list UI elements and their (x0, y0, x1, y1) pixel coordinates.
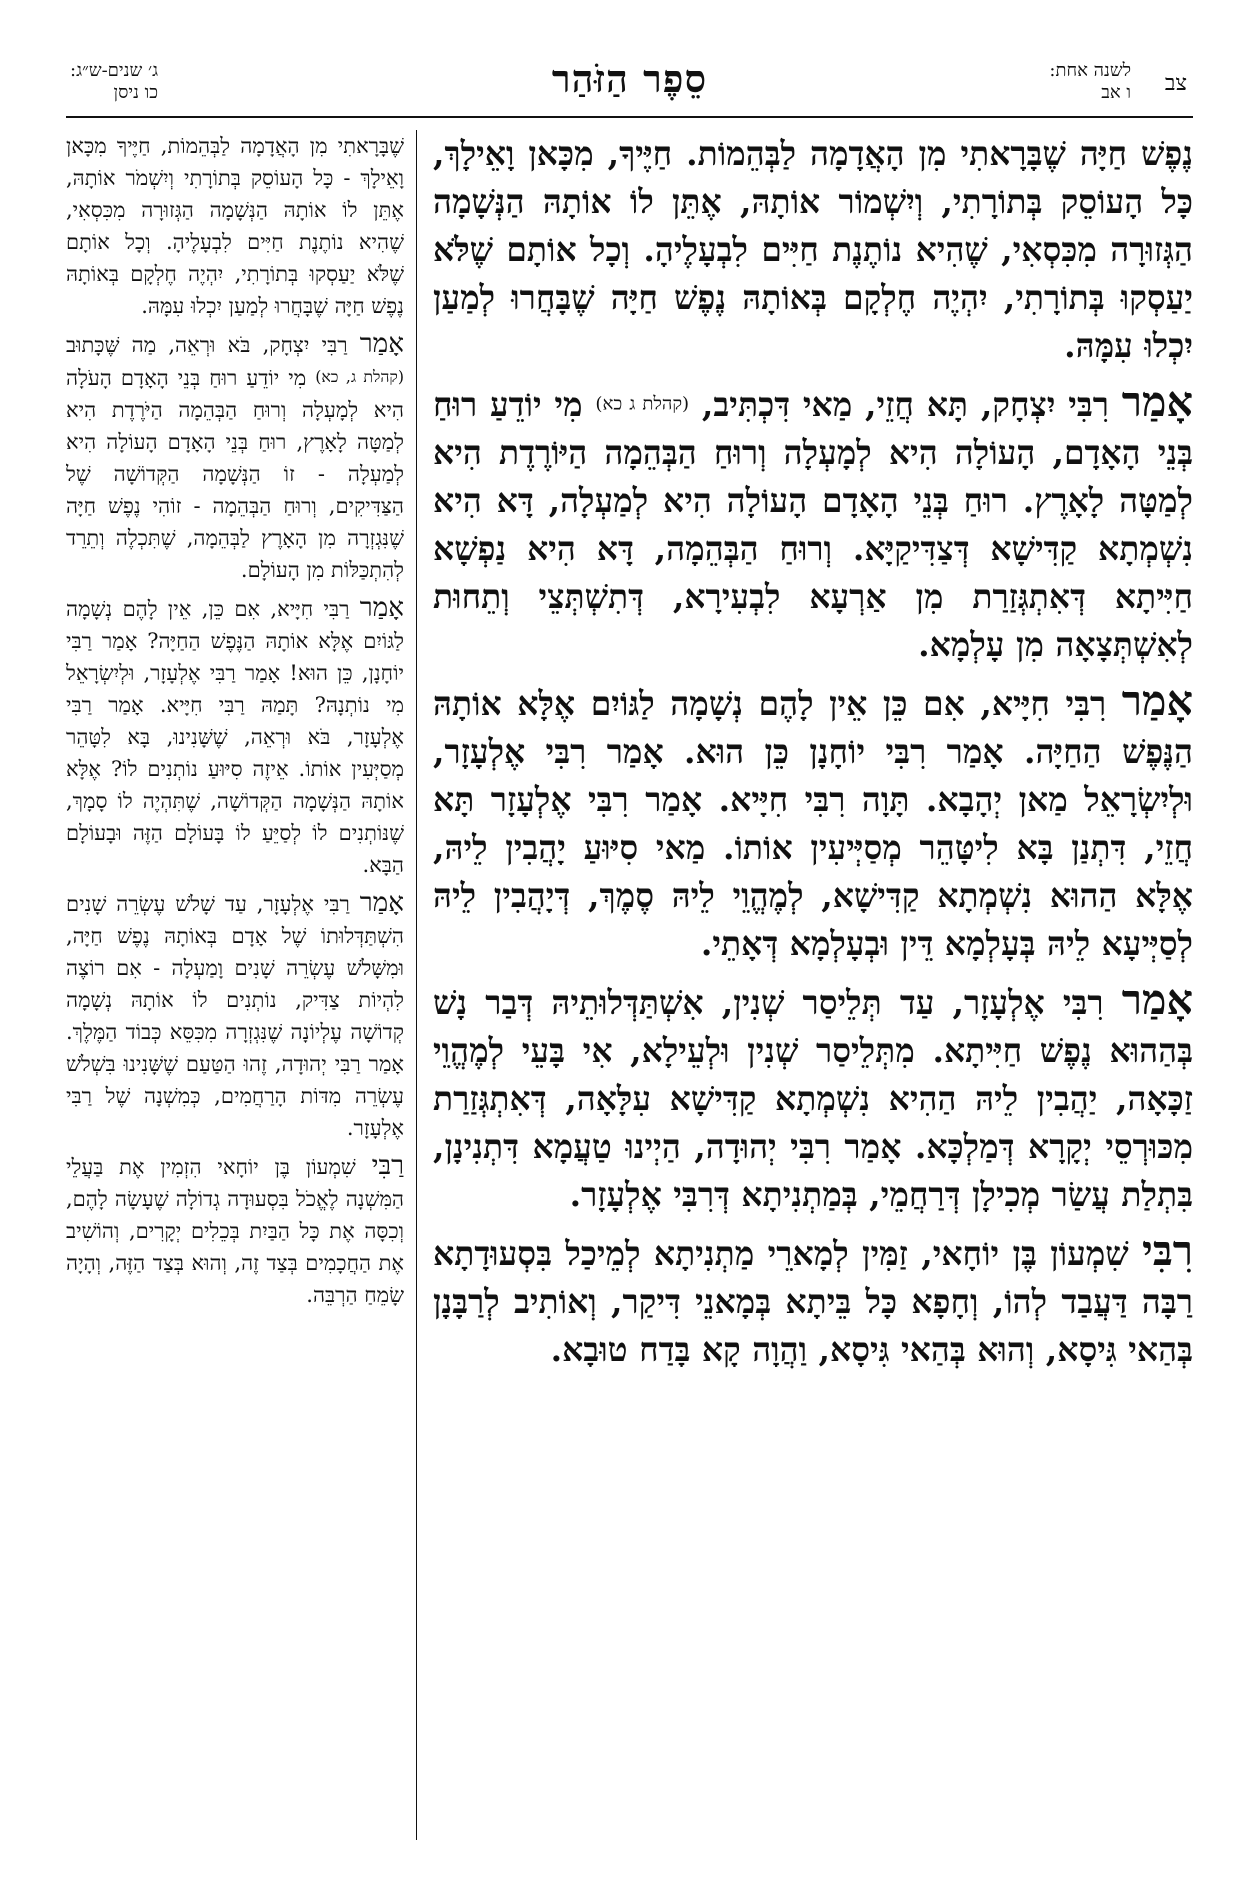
main-paragraph-2-reference: (קהלת ג כא) (595, 393, 690, 415)
main-paragraph-3 (433, 677, 1193, 968)
side-paragraph-2 (66, 328, 404, 586)
side-paragraph-2-text-b: מִי יוֹדֵעַ רוּחַ בְּנֵי הָאָדָם הָעֹלָה הִיא לְמָעְלָה וְרוּחַ הַבְּהֵמָה הַיֹּרֶדֶת הִיא לְמַטָּה לָאָרֶץ, רוּחַ בְּנֵי הָאָדָם הָעוֹלָה הִיא לְמַעְלָה - זוֹ הַנְּשָׁמָה הַקְּדוֹשָׁה שֶׁל הַצַּדִּיקִים, וְרוּחַ הַבְּהֵמָה - זוֹהִי נֶפֶשׁ חַיָּה שֶׁנִּגְזְרָה מִן הָאָרֶץ לַבְּהֵמָה, שֶׁתִּכְלֶה וְתֵרֵד לְהִתְכַּלּוֹת מִן הָעוֹלָם. (66, 366, 404, 583)
left-header-line-1: ג׳ שנים-ש״ג: (70, 60, 159, 81)
side-paragraph-5-lead: רַבִּי (371, 1151, 404, 1182)
side-paragraph-3-text: רַבִּי חִיָּיא, אִם כֵּן, אֵין לָהֶם נְשָׁמָה לַגּוֹיִם אֶלָּא אוֹתָהּ הַנֶּפֶשׁ הַחַיָּה? אָמַר רַבִּי יוֹחָנָן, כֵּן הוּא! אָמַר רַבִּי אֶלְעָזָר, וּלְיִשְׂרָאֵל מִי נוֹתְנָהּ? תָּמַהּ רַבִּי חִיָּיא. אָמַר רַבִּי אֶלְעָזָר, בֹּא וּרְאֵה, שֶׁשָּׁנִינוּ, בָּא לִטָּהֵר מְסַיְּעִין אוֹתוֹ. אֵיזֶה סִיּוּעַ נוֹתְנִים לוֹ? אֶלָּא אוֹתָהּ הַנְּשָׁמָה הַקְּדוֹשָׁה, שֶׁתִּהְיֶה לוֹ סָמָךְ, שֶׁנּוֹתְנִים לוֹ לְסַיֵּעַ לוֹ בָּעוֹלָם הַזֶּה וּבָעוֹלָם הַבָּא. (66, 597, 404, 878)
main-paragraph-4 (433, 976, 1193, 1219)
column-divider (416, 130, 417, 1840)
side-paragraph-2-text-a: רַבִּי יִצְחָק, בֹּא וּרְאֵה, מַה שֶּׁכָּתוּב (66, 333, 360, 357)
side-paragraph-4-text: רַבִּי אֶלְעָזָר, עַד שָׁלֹשׁ עֶשְׂרֵה שָׁנִים הִשְׁתַּדְּלוּתוֹ שֶׁל אָדָם בְּאוֹתָהּ נֶפֶשׁ חַיָּה, וּמִשָּׁלֹשׁ עֶשְׂרֵה שָׁנִים וָמַעְלָה - אִם רוֹצֶה לִהְיוֹת צַדִּיק, נוֹתְנִים לוֹ אוֹתָהּ נְשָׁמָה קְדוֹשָׁה עֶלְיוֹנָה שֶׁנִּגְזְרָה מִכִּסֵּא כְּבוֹד הַמֶּלֶךְ. אָמַר רַבִּי יְהוּדָה, זֶהוּ הַטַּעַם שֶׁשָּׁנִינוּ בִּשְׁלֹשׁ עֶשְׂרֵה מִדּוֹת הָרַחֲמִים, כְּמִשְׁנָה שֶׁל רַבִּי אֶלְעָזָר. (66, 892, 404, 1141)
left-header-line-2: כו ניסן (113, 82, 159, 103)
right-header-line-1: לשנה אחת: (1049, 60, 1131, 81)
main-paragraph-3-lead: אָמַר (1121, 676, 1193, 725)
main-paragraph-5 (433, 1227, 1193, 1374)
page (66, 48, 1193, 1848)
main-paragraph-2-text-a: רִבִּי יִצְחָק, תָּא חֲזֵי, מַאי דִּכְתִּיב, (689, 385, 1122, 424)
main-column-aramaic (433, 130, 1193, 1840)
side-paragraph-2-reference: (קהלת ג, כא) (315, 367, 404, 386)
main-paragraph-2 (433, 378, 1193, 669)
left-header-block (70, 60, 158, 104)
page-number: צב (1164, 71, 1187, 96)
side-column-hebrew-translation (66, 130, 404, 1840)
main-paragraph-5-text: שִׁמְעוֹן בֶּן יוֹחָאי, זַמִּין לְמָארֵי מַתְנִיתָא לְמֵיכַל בִּסְעוּדָתָא רַבָּה דַּעֲבַד לְהוֹ, וְחָפָא כָּל בֵּיתָא בְּמָאנֵי דִּיקַר, וְאוֹתִיב לְרַבָּנָן בְּהַאי גִּיסָא, וְהוּא בְּהַאי גִּיסָא, וַהֲוָה קָא בָּדַח טוּבָא. (433, 1234, 1193, 1369)
main-paragraph-2-lead: אָמַר (1121, 377, 1193, 426)
side-paragraph-3-lead: אָמַר (359, 593, 404, 624)
header-rule (66, 116, 1193, 118)
main-paragraph-3-text: רִבִּי חִיָּיא, אִם כֵּן אֵין לָהֶם נְשָׁמָה לַגּוֹיִם אֶלָּא אוֹתָהּ הַנֶּפֶשׁ הַחַיָּה. אָמַר רִבִּי יוֹחָנָן כֵּן הוּא. אָמַר רִבִּי אֶלְעָזָר, וּלְיִשְׂרָאֵל מַאן יְהָבָא. תָּוָה רִבִּי חִיָּיא. אָמַר רִבִּי אֶלְעָזָר תָּא חֲזֵי, דִּתְנַן בָּא לִיטָּהֵר מְסַיְּיעִין אוֹתוֹ. מַאי סִיּוּעַ יָהֲבִין לֵיהּ, אֶלָּא הַהוּא נִשְׁמְתָא קַדִּישָׁא, לְמֶהֱוֵי לֵיהּ סֶמֶךְ, דְּיָהֲבִין לֵיהּ לְסַיְּיעָא לֵיהּ בְּעָלְמָא דֵּין וּבְעָלְמָא דְּאָתֵי. (433, 684, 1193, 963)
page-header (66, 48, 1193, 120)
main-paragraph-1: נֶפֶשׁ חַיָּה שֶׁבָּרָאתִי מִן הָאֲדָמָה לַבְּהֵמוֹת. חַיֶּיךָ, מִכָּאן וָאֵילָךְ, כָּל הָעוֹסֵק בְּתוֹרָתִי, וְיִשְׁמוֹר אוֹתָהּ, אֶתֵּן לוֹ אוֹתָהּ הַנְּשָׁמָה הַגְּזוּרָה מִכִּסְאִי, שֶׁהִיא נוֹתֶנֶת חַיִּים לִבְעָלֶיהָ. וְכָל אוֹתָם שֶׁלֹּא יַעַסְקוּ בְּתוֹרָתִי, יִהְיֶה חֶלְקָם בְּאוֹתָהּ נֶפֶשׁ חַיָּה שֶׁבָּחֲרוּ לְמַעַן יִכְלוּ עִמָּהּ. (433, 134, 1193, 365)
side-paragraph-3 (66, 592, 404, 881)
main-paragraph-2-text-b: מִי יוֹדֵעַ רוּחַ בְּנֵי הָאָדָם, הָעוֹלָה הִיא לְמָעְלָה וְרוּחַ הַבְּהֵמָה הַיּוֹרֶדֶת הִיא לְמַטָּה לָאָרֶץ. רוּחַ בְּנֵי הָאָדָם הָעוֹלָה הִיא לְמַעְלָה, דָּא הִיא נִשְׁמְתָא קַדִּישָׁא דְּצַדִּיקַיָּא. וְרוּחַ הַבְּהֵמָה, דָּא הִיא נַפְשָׁא חַיִּיתָא דְּאִתְגְּזַרַת מִן אַרְעָא לִבְעִירָא, דְּתִשְׁתְּצֵי וְתֵחוּת לְאִשְׁתְּצָאָה מִן עָלְמָא. (433, 385, 1193, 664)
main-paragraph-4-lead: אָמַר (1121, 975, 1193, 1024)
side-paragraph-5 (66, 1150, 404, 1311)
book-title: סֵפֶר הַזֹּהַר (551, 56, 708, 101)
side-paragraph-4-lead: אָמַר (359, 888, 404, 919)
side-paragraph-1: שֶׁבָּרָאתִי מִן הָאֲדָמָה לַבְּהֵמוֹת, חַיֶּיךָ מִכָּאן וָאֵילָךְ - כָּל הָעוֹסֵק בְּתוֹרָתִי וְיִשְׁמֹר אוֹתָהּ, אֶתֵּן לוֹ אוֹתָהּ הַנְּשָׁמָה הַגְּזוּרָה מִכִּסְאִי, שֶׁהִיא נוֹתֶנֶת חַיִּים לִבְעָלֶיהָ. וְכָל אוֹתָם שֶׁלֹּא יַעַסְקוּ בְּתוֹרָתִי, יִהְיֶה חֶלְקָם בְּאוֹתָהּ נֶפֶשׁ חַיָּה שֶׁבָּחֲרוּ לְמַעַן יִכְלוּ עִמָּהּ. (66, 134, 404, 318)
main-paragraph-4-text: רִבִּי אֶלְעָזָר, עַד תְּלֵיסַר שְׁנִין, אִשְׁתַּדְּלוּתֵיהּ דְּבַר נָשׁ בְּהַהוּא נֶפֶשׁ חַיִּיתָא. מִתְּלֵיסַר שְׁנִין וּלְעֵילָא, אִי בָּעֵי לְמֶהֱוֵי זַכָּאָה, יַהֲבִין לֵיהּ הַהִיא נִשְׁמְתָא קַדִּישָׁא עִלָּאָה, דְּאִתְגְּזַרַת מִכּוּרְסֵי יְקָרָא דְּמַלְכָּא. אָמַר רִבִּי יְהוּדָה, הַיְינוּ טַעֲמָא דִּתְנִינָן, בִּתְלַת עֲשַׂר מְכִילָן דְּרַחֲמֵי, בְּמַתְנִיתָא דְּרִבִּי אֶלְעָזָר. (433, 983, 1193, 1214)
right-header-line-2: ו אב (1101, 82, 1131, 103)
main-paragraph-5-lead: רִבִּי (1142, 1226, 1193, 1275)
side-paragraph-5-text: שִׁמְעוֹן בֶּן יוֹחָאי הִזְמִין אֶת בַּעֲלֵי הַמִּשְׁנָה לֶאֱכֹל בִּסְעוּדָה גְדוֹלָה שֶׁעָשָׂה לָהֶם, וְכִסָּה אֶת כָּל הַבַּיִת בְּכֵלִים יְקָרִים, וְהוֹשִׁיב אֶת הַחֲכָמִים בְּצַד זֶה, וְהוּא בְּצַד הַזֶּה, וְהָיָה שָׂמֵחַ הַרְבֵּה. (66, 1155, 404, 1308)
side-paragraph-2-lead: אָמַר (359, 329, 404, 359)
side-paragraph-4 (66, 887, 404, 1144)
